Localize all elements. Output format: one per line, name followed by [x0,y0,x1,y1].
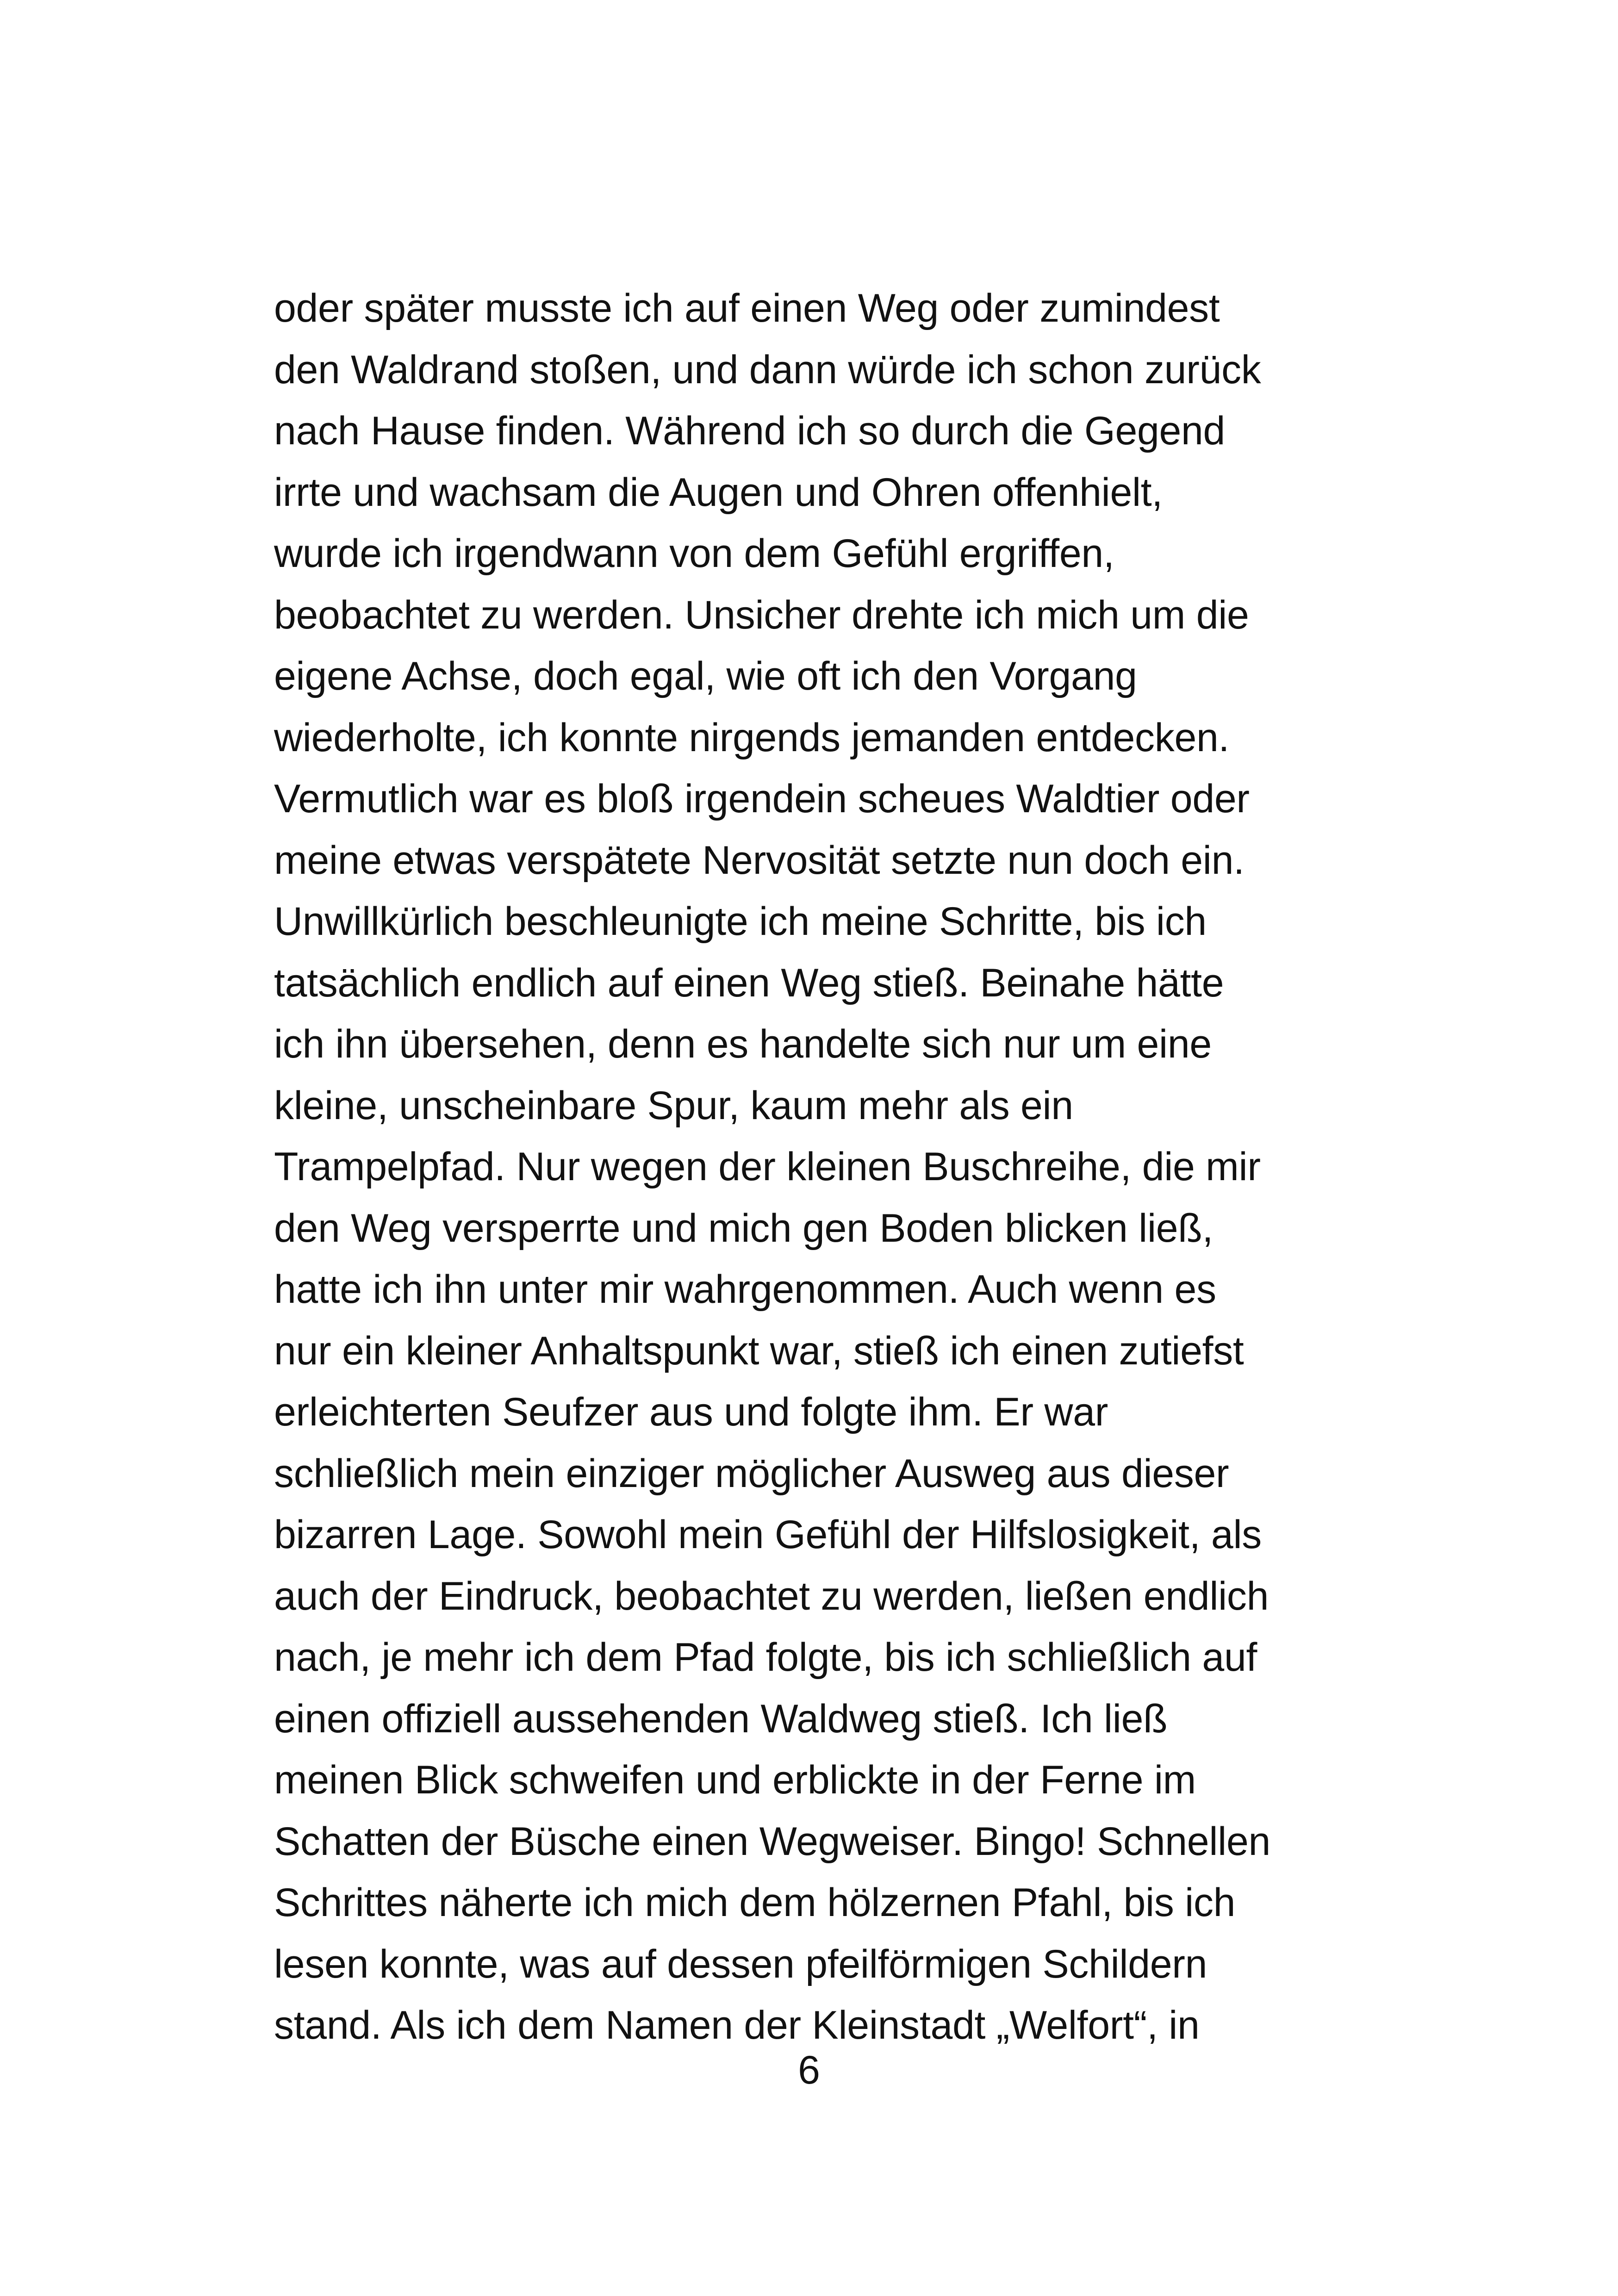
text-line: beobachtet zu werden. Unsicher drehte ich mich um die [274,592,1249,637]
text-line: nach, je mehr ich dem Pfad folgte, bis ich schließlich auf [274,1635,1257,1680]
text-line: den Waldrand stoßen, und dann würde ich schon zurück [274,347,1261,392]
text-line: meine etwas verspätete Nervosität setzte nun doch ein. [274,838,1245,883]
text-line: den Weg versperrte und mich gen Boden blicken ließ, [274,1206,1214,1251]
text-line: tatsächlich endlich auf einen Weg stieß. Beinahe hätte [274,960,1224,1005]
text-line: eigene Achse, doch egal, wie oft ich den Vorgang [274,654,1137,698]
text-line: Schrittes näherte ich mich dem hölzernen Pfahl, bis ich [274,1880,1236,1925]
text-line: wurde ich irgendwann von dem Gefühl ergriffen, [274,531,1114,576]
text-line: lesen konnte, was auf dessen pfeilförmigen Schildern [274,1941,1207,1986]
text-line: ich ihn übersehen, denn es handelte sich nur um eine [274,1022,1212,1066]
text-line: auch der Eindruck, beobachtet zu werden, ließen endlich [274,1574,1269,1618]
text-line: wiederholte, ich konnte nirgends jemanden entdecken. [274,715,1230,760]
text-line: bizarren Lage. Sowohl mein Gefühl der Hilfslosigkeit, als [274,1512,1262,1557]
text-line: Vermutlich war es bloß irgendein scheues Waldtier oder [274,777,1250,821]
text-line: schließlich mein einziger möglicher Ausweg aus dieser [274,1451,1229,1496]
text-line: irrte und wachsam die Augen und Ohren offenhielt, [274,470,1163,515]
text-line: einen offiziell aussehenden Waldweg stieß. Ich ließ [274,1696,1168,1741]
body-text [274,278,1385,2056]
text-line: Trampelpfad. Nur wegen der kleinen Buschreihe, die mir [274,1145,1261,1189]
text-line: nach Hause finden. Während ich so durch die Gegend [274,409,1226,453]
text-line: meinen Blick schweifen und erblickte in der Ferne im [274,1758,1196,1802]
text-line: nur ein kleiner Anhaltspunkt war, stieß ich einen zutiefst [274,1328,1244,1373]
text-line: erleichterten Seufzer aus und folgte ihm. Er war [274,1390,1108,1434]
page-number: 6 [798,2048,820,2092]
text-line: hatte ich ihn unter mir wahrgenommen. Auch wenn es [274,1267,1216,1312]
text-line: stand. Als ich dem Namen der Kleinstadt „Welfort“, in [274,2003,1200,2047]
text-line: Schatten der Büsche einen Wegweiser. Bingo! Schnellen [274,1819,1270,1864]
text-line: kleine, unscheinbare Spur, kaum mehr als ein [274,1083,1073,1128]
text-line: Unwillkürlich beschleunigte ich meine Schritte, bis ich [274,899,1207,944]
text-line: oder später musste ich auf einen Weg oder zumindest [274,286,1220,330]
